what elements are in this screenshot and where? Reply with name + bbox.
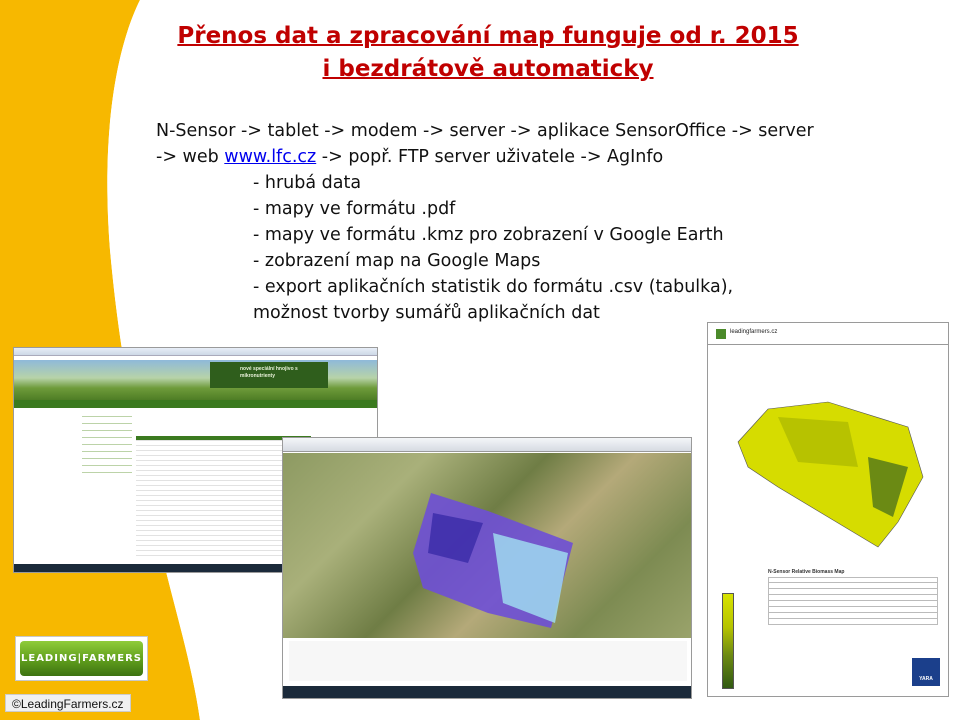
bullet-item: možnost tvorby sumářů aplikačních dat bbox=[253, 303, 600, 323]
browser-toolbar bbox=[283, 438, 691, 452]
lfc-link[interactable]: www.lfc.cz bbox=[224, 147, 317, 167]
title-line-1: Přenos dat a zpracování map funguje od r. 2015 bbox=[177, 23, 799, 49]
file-list-panel bbox=[289, 641, 687, 681]
leadingfarmers-mini-logo bbox=[716, 329, 726, 339]
bullet-item: - mapy ve formátu .kmz pro zobrazení v Google Earth bbox=[253, 225, 724, 245]
bullet-item: - mapy ve formátu .pdf bbox=[253, 199, 456, 219]
color-legend bbox=[722, 593, 734, 689]
flow-line-2-post: -> popř. FTP server uživatele -> AgInfo bbox=[316, 147, 664, 167]
browser-toolbar bbox=[14, 348, 377, 356]
pdf-report-screenshot bbox=[707, 322, 949, 697]
site-nav-bar bbox=[14, 400, 377, 408]
bullet-item: - zobrazení map na Google Maps bbox=[253, 251, 541, 271]
report-title: N-Sensor Relative Biomass Map bbox=[768, 569, 845, 575]
nitrogen-map-overlay bbox=[283, 453, 692, 638]
slide-title bbox=[150, 20, 826, 86]
report-header-label: leadingfarmers.cz bbox=[730, 329, 778, 335]
report-info-table bbox=[768, 577, 938, 637]
copyright-label: ©LeadingFarmers.cz bbox=[5, 694, 131, 712]
fertilizer-ad: nové speciální hnojivo s mikronutrienty bbox=[210, 362, 328, 388]
biomass-field-map bbox=[708, 347, 949, 567]
title-line-2: i bezdrátově automaticky bbox=[322, 56, 654, 82]
bullet-item: - hrubá data bbox=[253, 173, 362, 193]
leadingfarmers-logo bbox=[15, 636, 148, 681]
slide-body bbox=[156, 118, 886, 326]
bullet-item: - export aplikačních statistik do formátu .csv (tabulka), bbox=[253, 277, 734, 297]
yara-logo: YARA bbox=[912, 658, 940, 686]
flow-line-2 bbox=[156, 144, 886, 170]
logo-text: LEADING|FARMERS bbox=[20, 641, 143, 676]
google-maps-screenshot bbox=[282, 437, 692, 699]
site-sidebar bbox=[82, 412, 132, 475]
flow-line-1: N-Sensor -> tablet -> modem -> server -> aplikace SensorOffice -> server bbox=[156, 121, 814, 141]
windows-taskbar bbox=[283, 686, 691, 698]
flow-line-2-pre: -> web bbox=[156, 147, 225, 167]
